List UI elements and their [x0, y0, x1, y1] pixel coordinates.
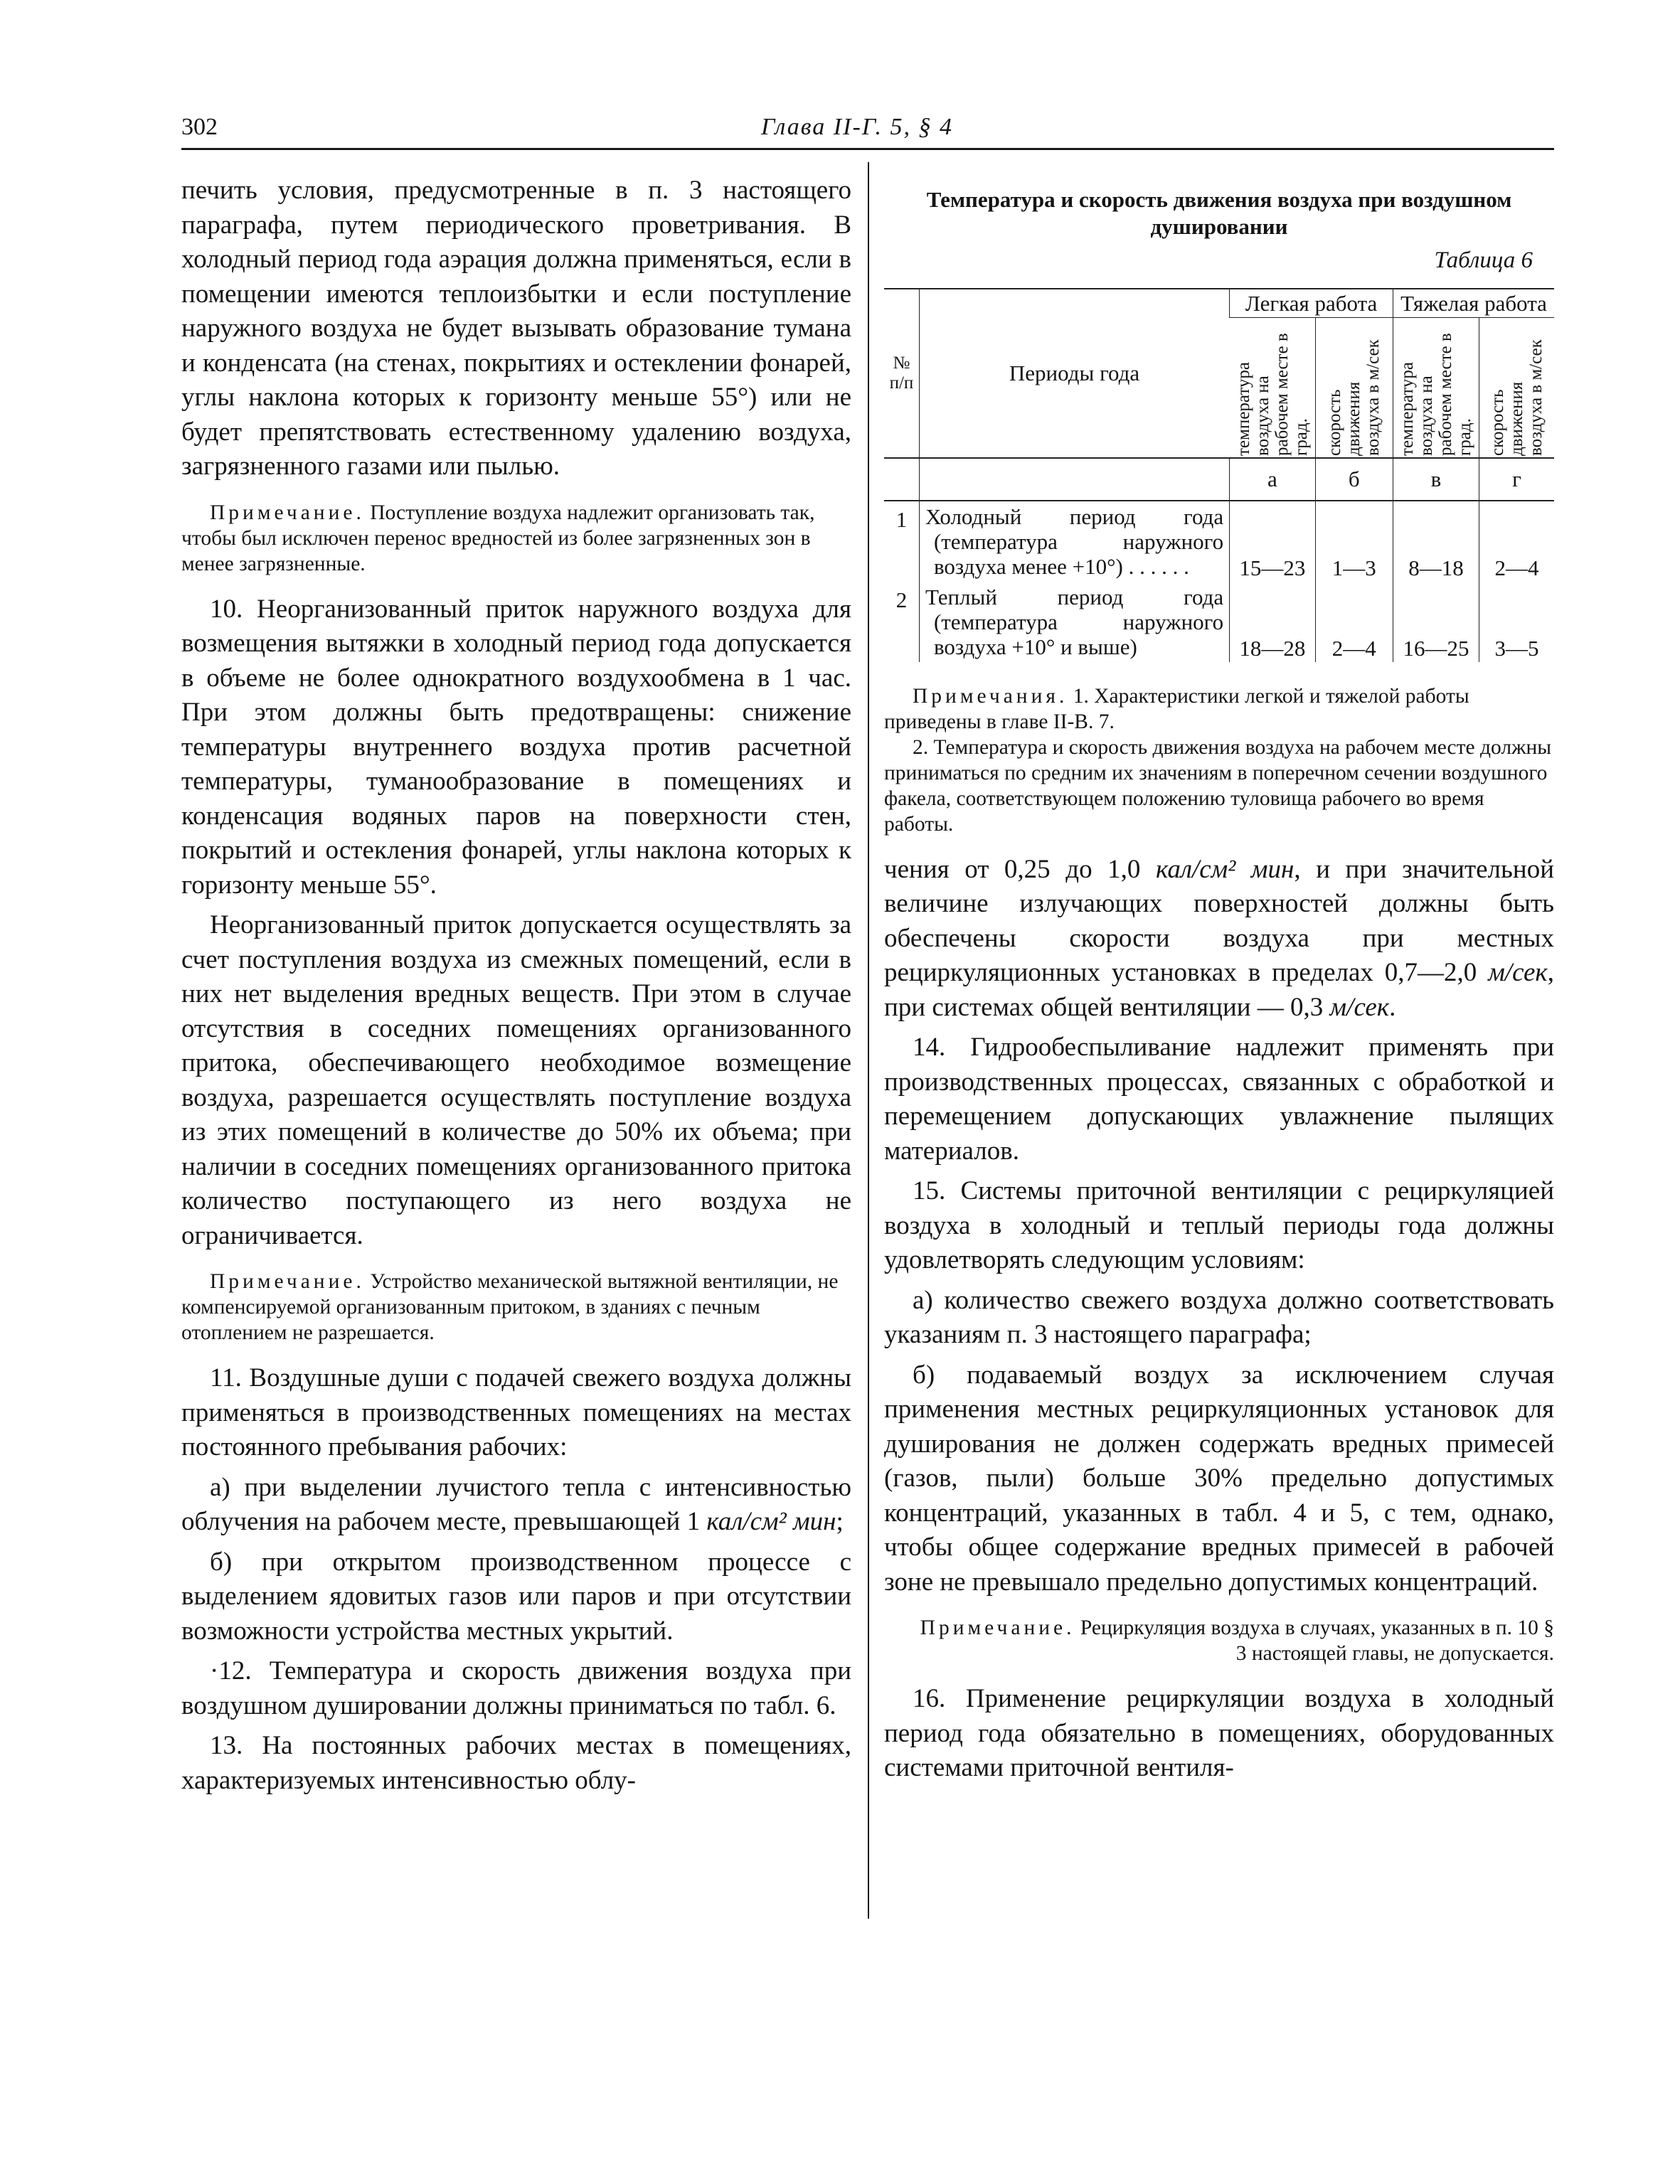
paragraph-11: 11. Воздушные души с подачей свежего воздуха должны применяться в производственных помещениях на местах постоянного пребывания рабочих:	[181, 1363, 851, 1461]
paragraph-14: 14. Гидрообеспыливание надлежит применять при производственных процессах, связанных с обработкой и перемещением допускающих увлажнение пылящих материалов.	[884, 1033, 1554, 1166]
note-text: Поступление воздуха надлежит организовать так, чтобы был исключен перенос вредностей из более загрязненных зон в менее загрязненные.	[181, 501, 815, 575]
running-title: Глава II-Г. 5, § 4	[761, 114, 954, 140]
left-column	[181, 174, 851, 1798]
table-row	[884, 582, 1554, 662]
group-header-light: Легкая работа	[1230, 289, 1393, 318]
cell-speed-heavy: 3—5	[1479, 582, 1554, 662]
cell-speed-light: 2—4	[1315, 582, 1393, 662]
paragraph-13: 13. На постоянных рабочих местах в помещениях, характеризуемых интенсивностью облу-	[181, 1731, 851, 1795]
col-letter-a: а	[1230, 458, 1316, 501]
unit: м/сек	[1329, 992, 1390, 1022]
column-divider	[868, 162, 869, 1919]
sub-header-speed-light	[1315, 317, 1393, 458]
note-text: Устройство механической вытяжной вентиляции, не компенсируемой организованным притоком, в зданиях с печным отоплением не разрешается.	[181, 1270, 839, 1344]
col-letter-b: б	[1315, 458, 1393, 501]
text-run: .	[1389, 992, 1396, 1022]
paragraph-15: 15. Системы приточной вентиляции с рециркуляцией воздуха в холодный и теплый периоды года должны удовлетворять следующим условиям:	[884, 1176, 1554, 1274]
table-title: Температура и скорость движения воздуха при воздушном душировании	[926, 187, 1512, 239]
sub-header-temp-light	[1230, 317, 1316, 458]
table-6	[884, 288, 1554, 662]
note-2	[181, 1269, 851, 1346]
note-label: Примечание.	[210, 501, 365, 524]
table-notes	[884, 683, 1554, 837]
paragraph-11a	[181, 1471, 851, 1540]
unit: м/сек	[1488, 958, 1548, 987]
note-text: 1. Характеристики легкой и тяжелой работы приведены в главе II-В. 7.	[884, 684, 1469, 733]
note-3	[884, 1615, 1554, 1666]
paragraph-15b: б) подаваемый воздух за исключением случая применения местных рециркуляционных установок для душирования не должен содержать вредных примесей (газов, пыли) больше 30% предельно допустимых концентраций, указанных в табл. 4 и 5, с тем, однако, чтобы общее содержание вредных примесей в рабочей зоне не превышало предельно допустимых концентраций.	[884, 1360, 1554, 1597]
col-header-period: Периоды года	[919, 289, 1229, 458]
sub-header-speed-heavy	[1479, 317, 1554, 458]
text-run: чения от 0,25 до 1,0	[884, 854, 1141, 884]
row-period: Теплый период года (температура наружного воздуха +10° и выше)	[919, 582, 1229, 662]
note-label: Примечание.	[210, 1270, 365, 1293]
sub-header-text: скорость движения воздуха в м/сек	[1487, 339, 1546, 456]
col-header-number: № п/п	[884, 289, 919, 458]
unit: кал/см² мин	[1155, 854, 1294, 884]
paragraph-10: 10. Неорганизованный приток наружного воздуха для возмещения вытяжки в холодный период года допускается в объеме не более однократного воздухообмена в 1 час. При этом должны быть предотвращены: снижение температуры внутреннего воздуха против расчетной температуры, туманообразование в помещениях и конденсация водяных паров на поверхности стен, покрытий и остекления фонарей, углы наклона которых к горизонту меньше 55°.	[181, 594, 851, 900]
cell-temp-light: 18—28	[1230, 582, 1316, 662]
note-label: Примечание.	[920, 1616, 1075, 1639]
table-caption: Таблица 6	[1434, 247, 1533, 273]
cell-temp-light: 15—23	[1230, 501, 1316, 582]
page-number: 302	[181, 114, 218, 140]
empty-cell	[919, 458, 1229, 501]
note-1	[181, 500, 851, 577]
note-label: Примечания.	[913, 684, 1068, 708]
right-column	[884, 174, 1554, 1786]
col-letter-d: г	[1479, 458, 1554, 501]
cell-speed-light: 1—3	[1315, 501, 1393, 582]
sub-header-text: температура воздуха на рабочем месте в град.	[1397, 332, 1474, 456]
paragraph-13-continued	[884, 853, 1554, 1026]
paragraph-10-continued: Неорганизованный приток допускается осуществлять за счет поступления воздуха из смежных помещений, если в них нет выделения вредных веществ. При этом в случае отсутствия в соседних помещениях организованного притока, обеспечивающего необходимое возмещение воздуха, разрешается осуществлять поступление воздуха из этих помещений в количестве до 50% их объема; при наличии в соседних помещениях организованного притока количество поступающего из него воздуха не ограничивается.	[181, 910, 851, 1250]
paragraph-11b: б) при открытом производственном процессе с выделением ядовитых газов или паров и при отсутствии возможности устройства местных укрытий.	[181, 1547, 851, 1646]
row-number: 2	[895, 587, 908, 612]
text-run: а) при выделении лучистого тепла с интенсивностью облучения на рабочем месте, превышающей 1	[181, 1472, 851, 1536]
sub-header-text: скорость движения воздуха в м/сек	[1325, 339, 1383, 456]
col-letter-c: в	[1393, 458, 1479, 501]
cell-temp-heavy: 8—18	[1393, 501, 1479, 582]
table-row	[884, 501, 1554, 582]
text-run: ;	[836, 1507, 844, 1536]
text-run: , и при значительной величине излучающих поверхностей должны быть обеспечены скорости воздуха при местных рециркуляционных установках в пределах 0,7—2,0	[884, 854, 1554, 987]
note-text: Рециркуляция воздуха в случаях, указанных в п. 10 § 3 настоящей главы, не допускается.	[1080, 1616, 1554, 1665]
paragraph-16: 16. Применение рециркуляции воздуха в холодный период года обязательно в помещениях, оборудованных системами приточной вентиля-	[884, 1684, 1554, 1782]
note-text: 2. Температура и скорость движения воздуха на рабочем месте должны приниматься по средним их значениям в поперечном сечении воздушного факела, соответствующем положению туловища рабочего во время работы.	[884, 735, 1552, 836]
group-header-heavy: Тяжелая работа	[1393, 289, 1554, 318]
text-run: , при системах общей вентиляции — 0,3	[884, 958, 1554, 1022]
sub-header-temp-heavy	[1393, 317, 1479, 458]
paragraph-15a: а) количество свежего воздуха должно соответствовать указаниям п. 3 настоящего параграфа;	[884, 1285, 1554, 1349]
header-rule	[181, 148, 1554, 150]
row-period: Холодный период года (температура наружного воздуха менее +10°) . . . . . .	[919, 501, 1229, 582]
cell-speed-heavy: 2—4	[1479, 501, 1554, 582]
row-number: 1	[895, 506, 908, 532]
empty-cell	[884, 458, 919, 501]
sub-header-text: температура воздуха на рабочем месте в град.	[1233, 332, 1311, 456]
paragraph-aeration: печить условия, предусмотренные в п. 3 настоящего параграфа, путем периодического проветривания. В холодный период года аэрация должна применяться, если в помещении имеются теплоизбытки и если поступление наружного воздуха не будет вызывать образование тумана и конденсата (на стенах, покрытиях и остеклении фонарей, углы наклона которых к горизонту меньше 55°) или не будет препятствовать естественному удалению воздуха, загрязненного газами или пылью.	[181, 176, 851, 481]
cell-temp-heavy: 16—25	[1393, 582, 1479, 662]
paragraph-12: ·12. Температура и скорость движения воздуха при воздушном душировании должны приниматься по табл. 6.	[181, 1656, 851, 1720]
unit: кал/см² мин	[706, 1507, 836, 1536]
